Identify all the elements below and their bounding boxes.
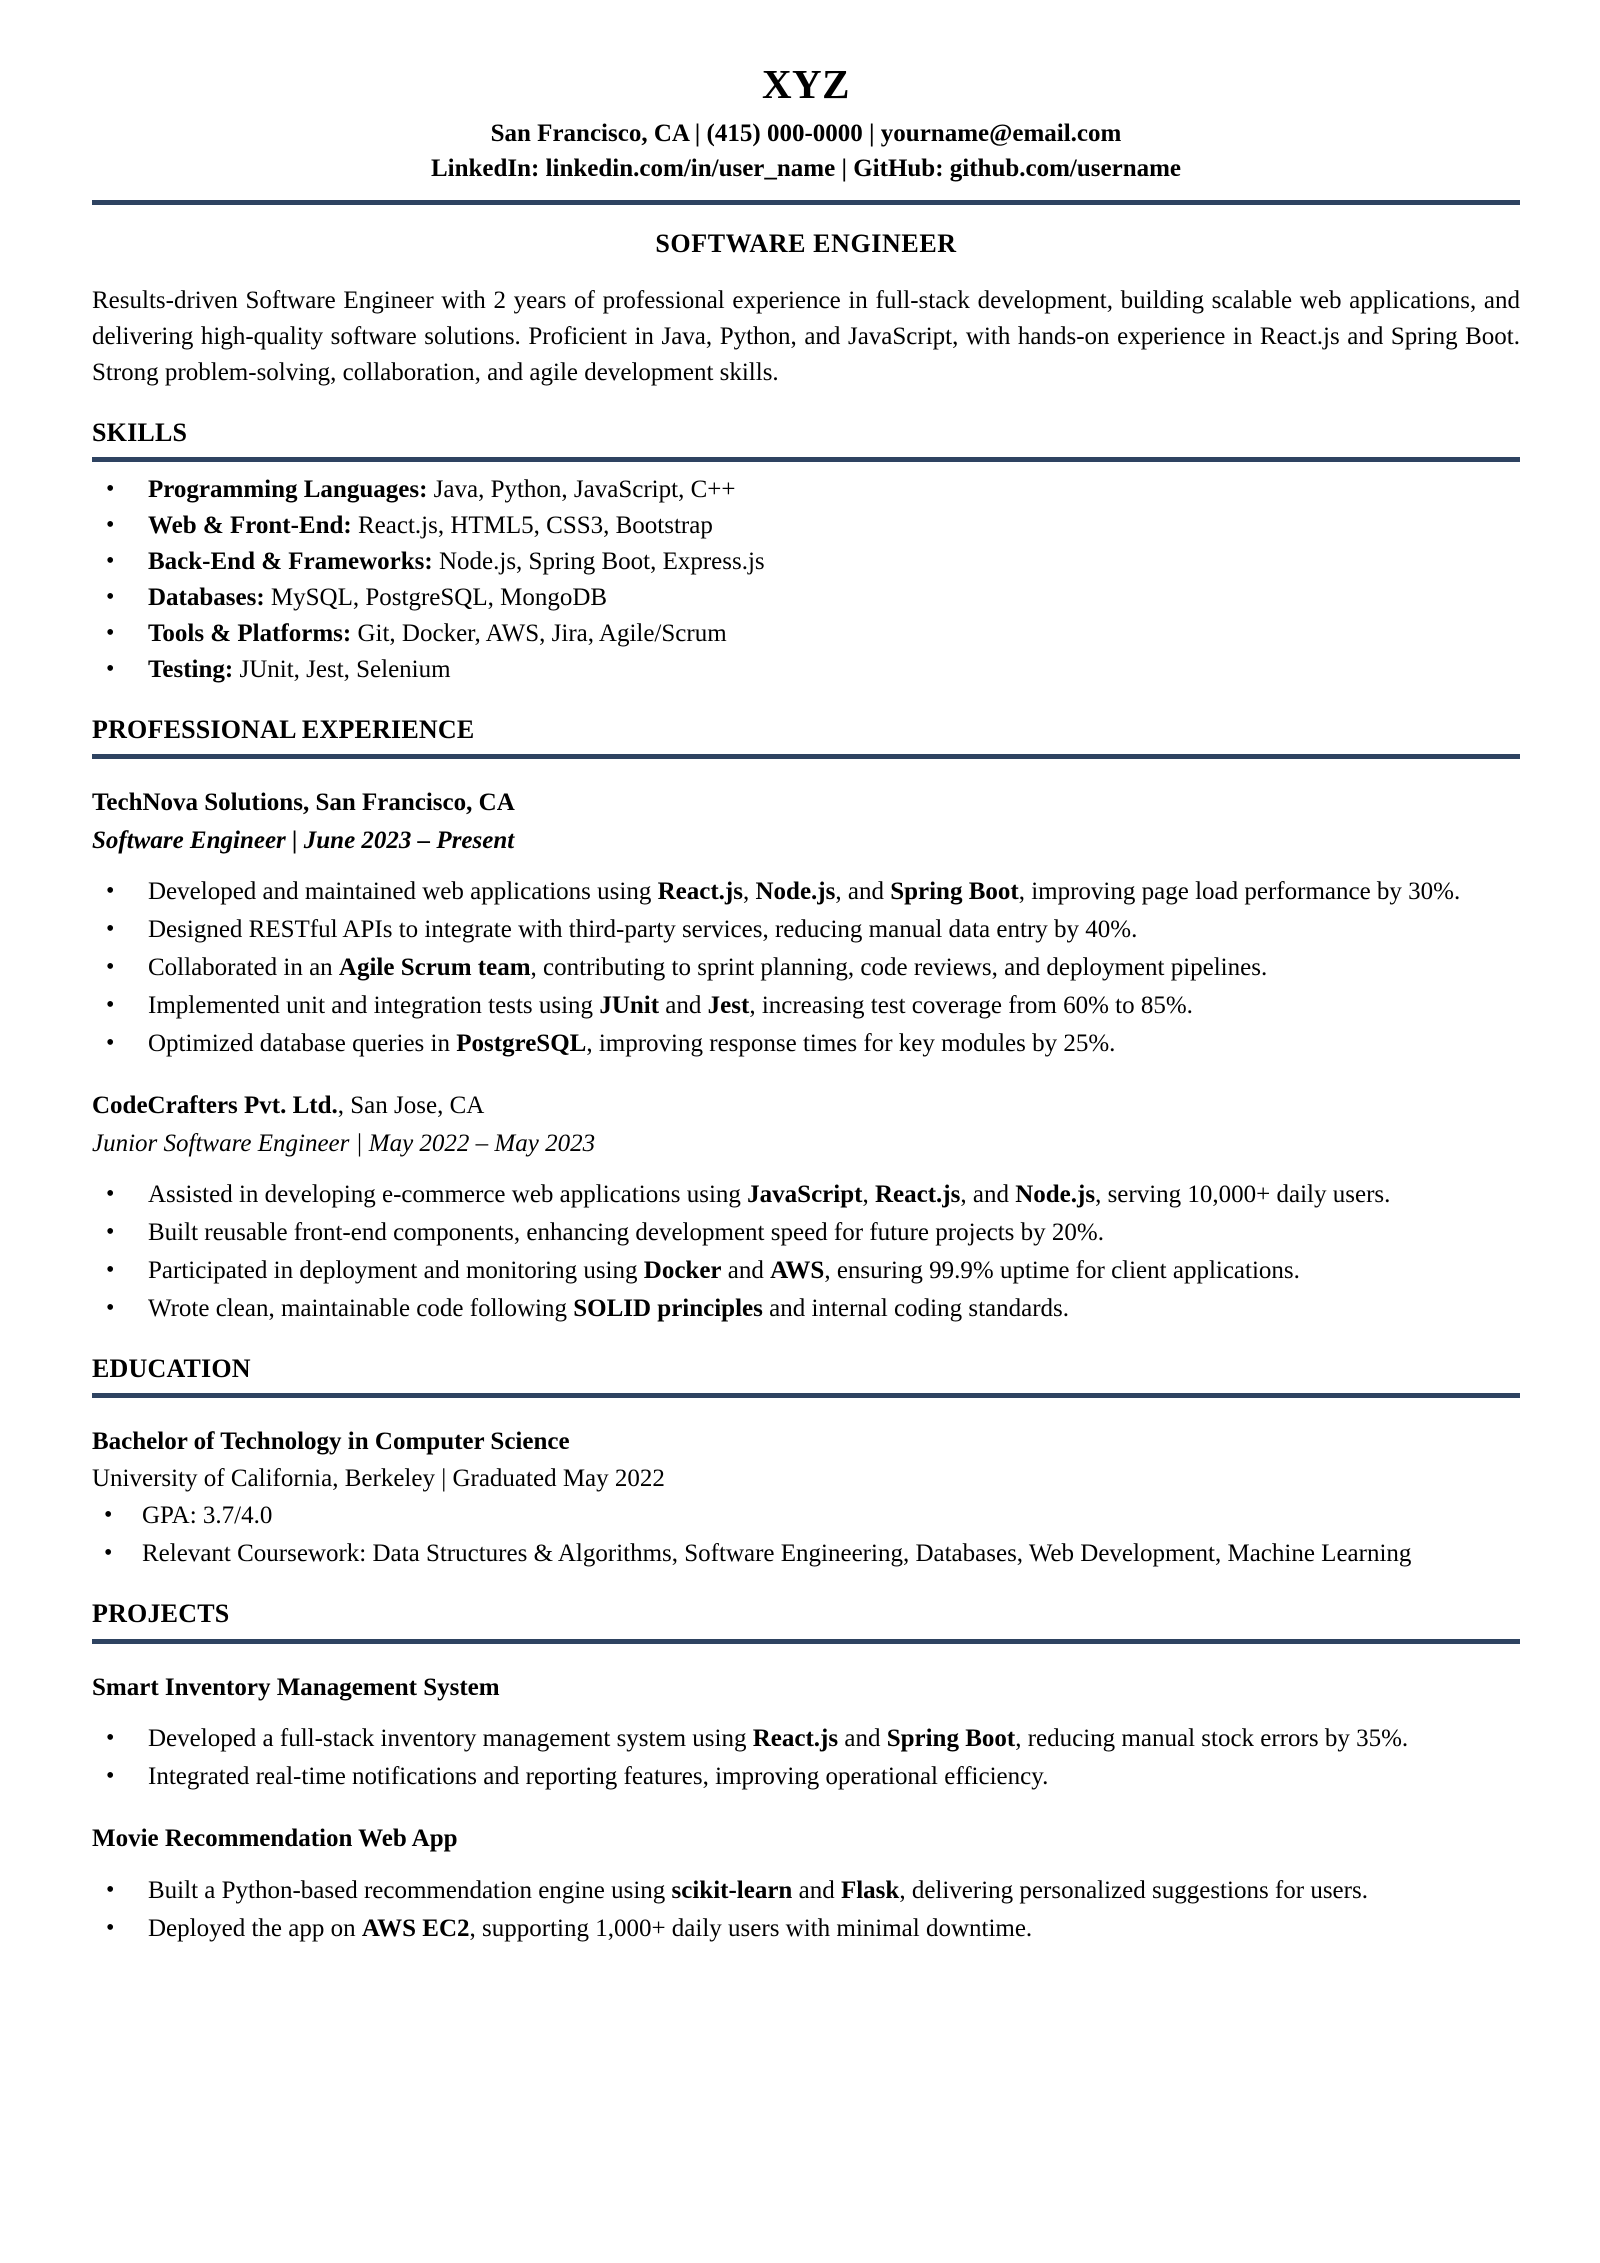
experience-bullet: • Implemented unit and integration tests using JUnit and Jest, increasing test coverage from 60% to 85%. <box>92 988 1520 1024</box>
education-bullets <box>92 1498 1520 1572</box>
project-bullet: • Deployed the app on AWS EC2, supporting 1,000+ daily users with minimal downtime. <box>92 1911 1520 1947</box>
project-name: Smart Inventory Management System <box>92 1673 500 1701</box>
skill-category-label: Web & Front-End: <box>148 512 352 540</box>
section-heading-education: EDUCATION <box>92 1354 251 1384</box>
emphasis-text: Docker <box>643 1257 722 1285</box>
project-name: Movie Recommendation Web App <box>92 1825 458 1853</box>
experience-bullet: • Designed RESTful APIs to integrate with third-party services, reducing manual data entry by 40%. <box>92 912 1520 948</box>
emphasis-text: React.js <box>874 1181 961 1209</box>
education-bullet: • Relevant Coursework: Data Structures & Algorithms, Software Engineering, Databases, Web Development, Machine Learning <box>92 1536 1520 1572</box>
professional-summary: Results-driven Software Engineer with 2 years of professional experience in full-stack development, building scalable web applications, and delivering high-quality software solutions. Proficient in Java, Python, and JavaScript, with hands-on experience in React.js and Spring Boot. Strong problem-solving, collaboration, and agile development skills. <box>92 286 1520 386</box>
project-bullets <box>92 1873 1520 1947</box>
skill-category-value: Node.js, Spring Boot, Express.js <box>432 548 765 576</box>
emphasis-text: Node.js <box>755 878 836 906</box>
emphasis-text: Spring Boot <box>890 878 1019 906</box>
experience-entry <box>92 1088 1520 1327</box>
experience-bullet: • Wrote clean, maintainable code following SOLID principles and internal coding standards. <box>92 1291 1520 1327</box>
experience-divider <box>92 754 1520 759</box>
emphasis-text: PostgreSQL <box>456 1030 587 1058</box>
experience-bullet: • Collaborated in an Agile Scrum team, contributing to sprint planning, code reviews, and deployment pipelines. <box>92 950 1520 986</box>
skill-category-label: Databases: <box>148 584 265 612</box>
project-bullet: • Developed a full-stack inventory management system using React.js and Spring Boot, reducing manual stock errors by 35%. <box>92 1721 1520 1757</box>
project-bullet: • Built a Python-based recommendation engine using scikit-learn and Flask, delivering personalized suggestions for users. <box>92 1873 1520 1909</box>
resume-header <box>92 62 1520 187</box>
experience-entry <box>92 785 1520 1062</box>
emphasis-text: Agile Scrum team <box>338 954 531 982</box>
skill-item <box>92 652 1520 688</box>
emphasis-text: Jest <box>707 992 750 1020</box>
education-degree: Bachelor of Technology in Computer Science <box>92 1428 570 1456</box>
emphasis-text: JavaScript <box>747 1181 863 1209</box>
experience-list <box>92 785 1520 1327</box>
experience-bullet: • Developed and maintained web applications using React.js, Node.js, and Spring Boot, improving page load performance by 30%. <box>92 874 1520 910</box>
emphasis-text: scikit-learn <box>671 1876 793 1904</box>
emphasis-text: SOLID principles <box>573 1295 763 1323</box>
skill-item <box>92 580 1520 616</box>
education-bullet: • GPA: 3.7/4.0 <box>92 1498 1520 1534</box>
organization-location: , San Jose, CA <box>337 1092 485 1120</box>
organization-name: TechNova Solutions, San Francisco, CA <box>92 789 515 817</box>
candidate-name: XYZ <box>761 61 851 107</box>
experience-organization <box>92 785 1520 821</box>
header-divider <box>92 200 1520 205</box>
section-heading-projects: PROJECTS <box>92 1599 230 1629</box>
emphasis-text: AWS <box>770 1257 825 1285</box>
experience-bullet: • Participated in deployment and monitoring using Docker and AWS, ensuring 99.9% uptime for client applications. <box>92 1253 1520 1289</box>
skills-divider <box>92 457 1520 462</box>
skill-category-value: JUnit, Jest, Selenium <box>233 656 451 684</box>
projects-list <box>92 1670 1520 1947</box>
skill-category-label: Programming Languages: <box>148 476 428 504</box>
skill-category-value: Java, Python, JavaScript, C++ <box>427 476 736 504</box>
skill-category-label: Tools & Platforms: <box>148 620 352 648</box>
experience-bullet: • Built reusable front-end components, enhancing development speed for future projects by 20%. <box>92 1215 1520 1251</box>
emphasis-text: AWS EC2 <box>361 1914 470 1942</box>
skill-item <box>92 472 1520 508</box>
education-school: University of California, Berkeley | Graduated May 2022 <box>92 1464 665 1492</box>
emphasis-text: React.js <box>657 878 743 906</box>
skill-category-value: React.js, HTML5, CSS3, Bootstrap <box>351 512 713 540</box>
skill-item <box>92 616 1520 652</box>
emphasis-text: Spring Boot <box>886 1725 1016 1753</box>
organization-name: CodeCrafters Pvt. Ltd. <box>92 1092 338 1120</box>
experience-bullets <box>92 874 1520 1062</box>
emphasis-text: React.js <box>752 1725 839 1753</box>
skill-category-label: Back-End & Frameworks: <box>148 548 433 576</box>
emphasis-text: JUnit <box>599 992 660 1020</box>
experience-organization <box>92 1088 1520 1124</box>
project-bullets <box>92 1721 1520 1795</box>
emphasis-text: Node.js <box>1015 1181 1096 1209</box>
skill-item <box>92 544 1520 580</box>
target-role-title: SOFTWARE ENGINEER <box>655 228 957 258</box>
experience-bullets <box>92 1177 1520 1327</box>
experience-bullet: • Optimized database queries in PostgreSQL, improving response times for key modules by 25%. <box>92 1026 1520 1062</box>
skill-item <box>92 508 1520 544</box>
experience-role-and-dates: Junior Software Engineer | May 2022 – May 2023 <box>92 1129 596 1157</box>
emphasis-text: Flask <box>840 1876 900 1904</box>
projects-divider <box>92 1639 1520 1644</box>
skill-category-label: Testing: <box>148 656 234 684</box>
experience-bullet: • Assisted in developing e-commerce web applications using JavaScript, React.js, and Node.js, serving 10,000+ daily users. <box>92 1177 1520 1213</box>
contact-line-primary: San Francisco, CA | (415) 000-0000 | yourname@email.com <box>490 119 1122 147</box>
education-divider <box>92 1393 1520 1398</box>
experience-role-and-dates: Software Engineer | June 2023 – Present <box>92 826 515 854</box>
skills-list <box>92 472 1520 688</box>
skill-category-value: Git, Docker, AWS, Jira, Agile/Scrum <box>351 620 727 648</box>
skill-category-value: MySQL, PostgreSQL, MongoDB <box>264 584 608 612</box>
section-heading-experience: PROFESSIONAL EXPERIENCE <box>92 715 475 745</box>
contact-line-secondary: LinkedIn: linkedin.com/in/user_name | GitHub: github.com/username <box>430 155 1182 183</box>
section-heading-skills: SKILLS <box>92 417 188 447</box>
project-bullet: • Integrated real-time notifications and reporting features, improving operational efficiency. <box>92 1759 1520 1795</box>
